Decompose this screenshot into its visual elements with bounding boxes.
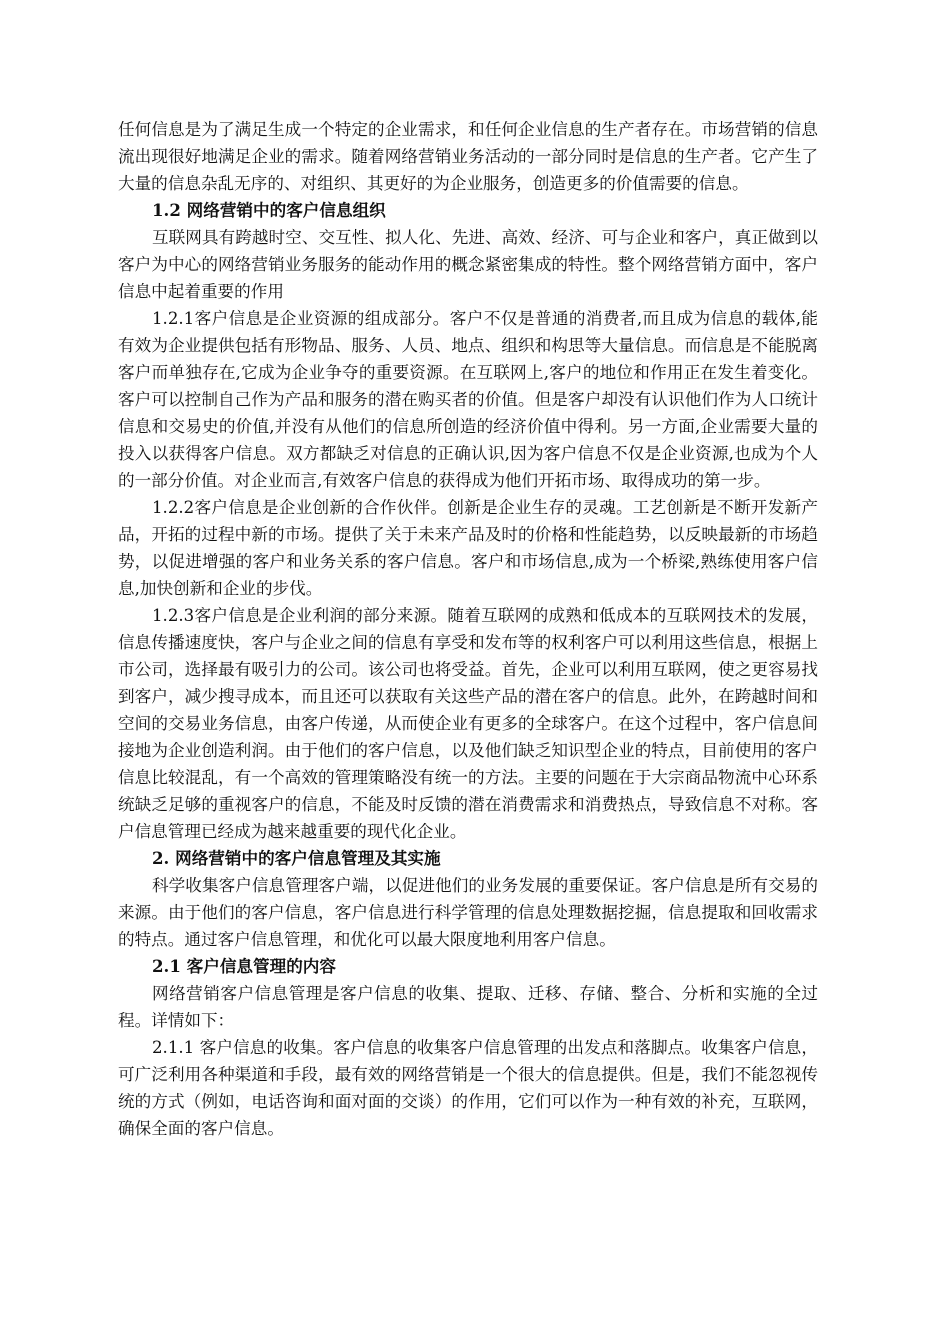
document-page (118, 116, 818, 1142)
section-heading-1-2: 1.2 网络营销中的客户信息组织 (152, 200, 386, 220)
paragraph-1-2-1: 1.2.1客户信息是企业资源的组成部分。客户不仅是普通的消费者,而且成为信息的载体,能有效为企业提供包括有形物品、服务、人员、地点、组织和构思等大量信息。而信息是不能脱离客户而单独存在,它成为企业争夺的重要资源。在互联网上,客户的地位和作用正在发生着变化。客户可以控制自己作为产品和服务的潜在购买者的价值。但是客户却没有认识他们作为人口统计信息和交易史的价值,并没有从他们的信息所创造的经济价值中得利。另一方面,企业需要大量的投入以获得客户信息。双方都缺乏对信息的正确认识,因为客户信息不仅是企业资源,也成为个人的一部分价值。对企业而言,有效客户信息的获得成为他们开拓市场、取得成功的第一步。 (118, 309, 818, 490)
paragraph-1-2-3: 1.2.3客户信息是企业利润的部分来源。随着互联网的成熟和低成本的互联网技术的发展，信息传播速度快，客户与企业之间的信息有享受和发布等的权利客户可以利用这些信息，根据上市公司，选择最有吸引力的公司。该公司也将受益。首先，企业可以利用互联网，使之更容易找到客户，减少搜寻成本，而且还可以获取有关这些产品的潜在客户的信息。此外，在跨越时间和空间的交易业务信息，由客户传递，从而使企业有更多的全球客户。在这个过程中，客户信息间接地为企业创造利润。由于他们的客户信息，以及他们缺乏知识型企业的特点，目前使用的客户信息比较混乱，有一个高效的管理策略没有统一的方法。主要的问题在于大宗商品物流中心环系统缺乏足够的重视客户的信息，不能及时反馈的潜在消费需求和消费热点，导致信息不对称。客户信息管理已经成为越来越重要的现代化企业。 (118, 606, 818, 841)
paragraph-internet-features: 互联网具有跨越时空、交互性、拟人化、先进、高效、经济、可与企业和客户，真正做到以客户为中心的网络营销业务服务的能动作用的概念紧密集成的特性。整个网络营销方面中，客户信息中起着重要的作用 (118, 228, 818, 301)
section-heading-2-1: 2.1 客户信息管理的内容 (152, 956, 336, 976)
intro-paragraph: 任何信息是为了满足生成一个特定的企业需求，和任何企业信息的生产者存在。市场营销的信息流出现很好地满足企业的需求。随着网络营销业务活动的一部分同时是信息的生产者。它产生了大量的信息杂乱无序的、对组织、其更好的为企业服务，创造更多的价值需要的信息。 (118, 120, 818, 193)
section-heading-2: 2. 网络营销中的客户信息管理及其实施 (152, 848, 441, 868)
paragraph-section-2-intro: 科学收集客户信息管理客户端，以促进他们的业务发展的重要保证。客户信息是所有交易的来源。由于他们的客户信息，客户信息进行科学管理的信息处理数据挖掘，信息提取和回收需求的特点。通过客户信息管理，和优化可以最大限度地利用客户信息。 (118, 876, 818, 949)
paragraph-1-2-2: 1.2.2客户信息是企业创新的合作伙伴。创新是企业生存的灵魂。工艺创新是不断开发新产品，开拓的过程中新的市场。提供了关于未来产品及时的价格和性能趋势，以反映最新的市场趋势，以促进增强的客户和业务关系的客户信息。客户和市场信息,成为一个桥梁,熟练使用客户信息,加快创新和企业的步伐。 (118, 498, 818, 598)
paragraph-2-1-intro: 网络营销客户信息管理是客户信息的收集、提取、迁移、存储、整合、分析和实施的全过程。详情如下： (118, 984, 818, 1030)
paragraph-2-1-1: 2.1.1 客户信息的收集。客户信息的收集客户信息管理的出发点和落脚点。收集客户信息，可广泛利用各种渠道和手段，最有效的网络营销是一个很大的信息提供。但是，我们不能忽视传统的方式（例如，电话咨询和面对面的交谈）的作用，它们可以作为一种有效的补充，互联网，确保全面的客户信息。 (118, 1038, 818, 1138)
